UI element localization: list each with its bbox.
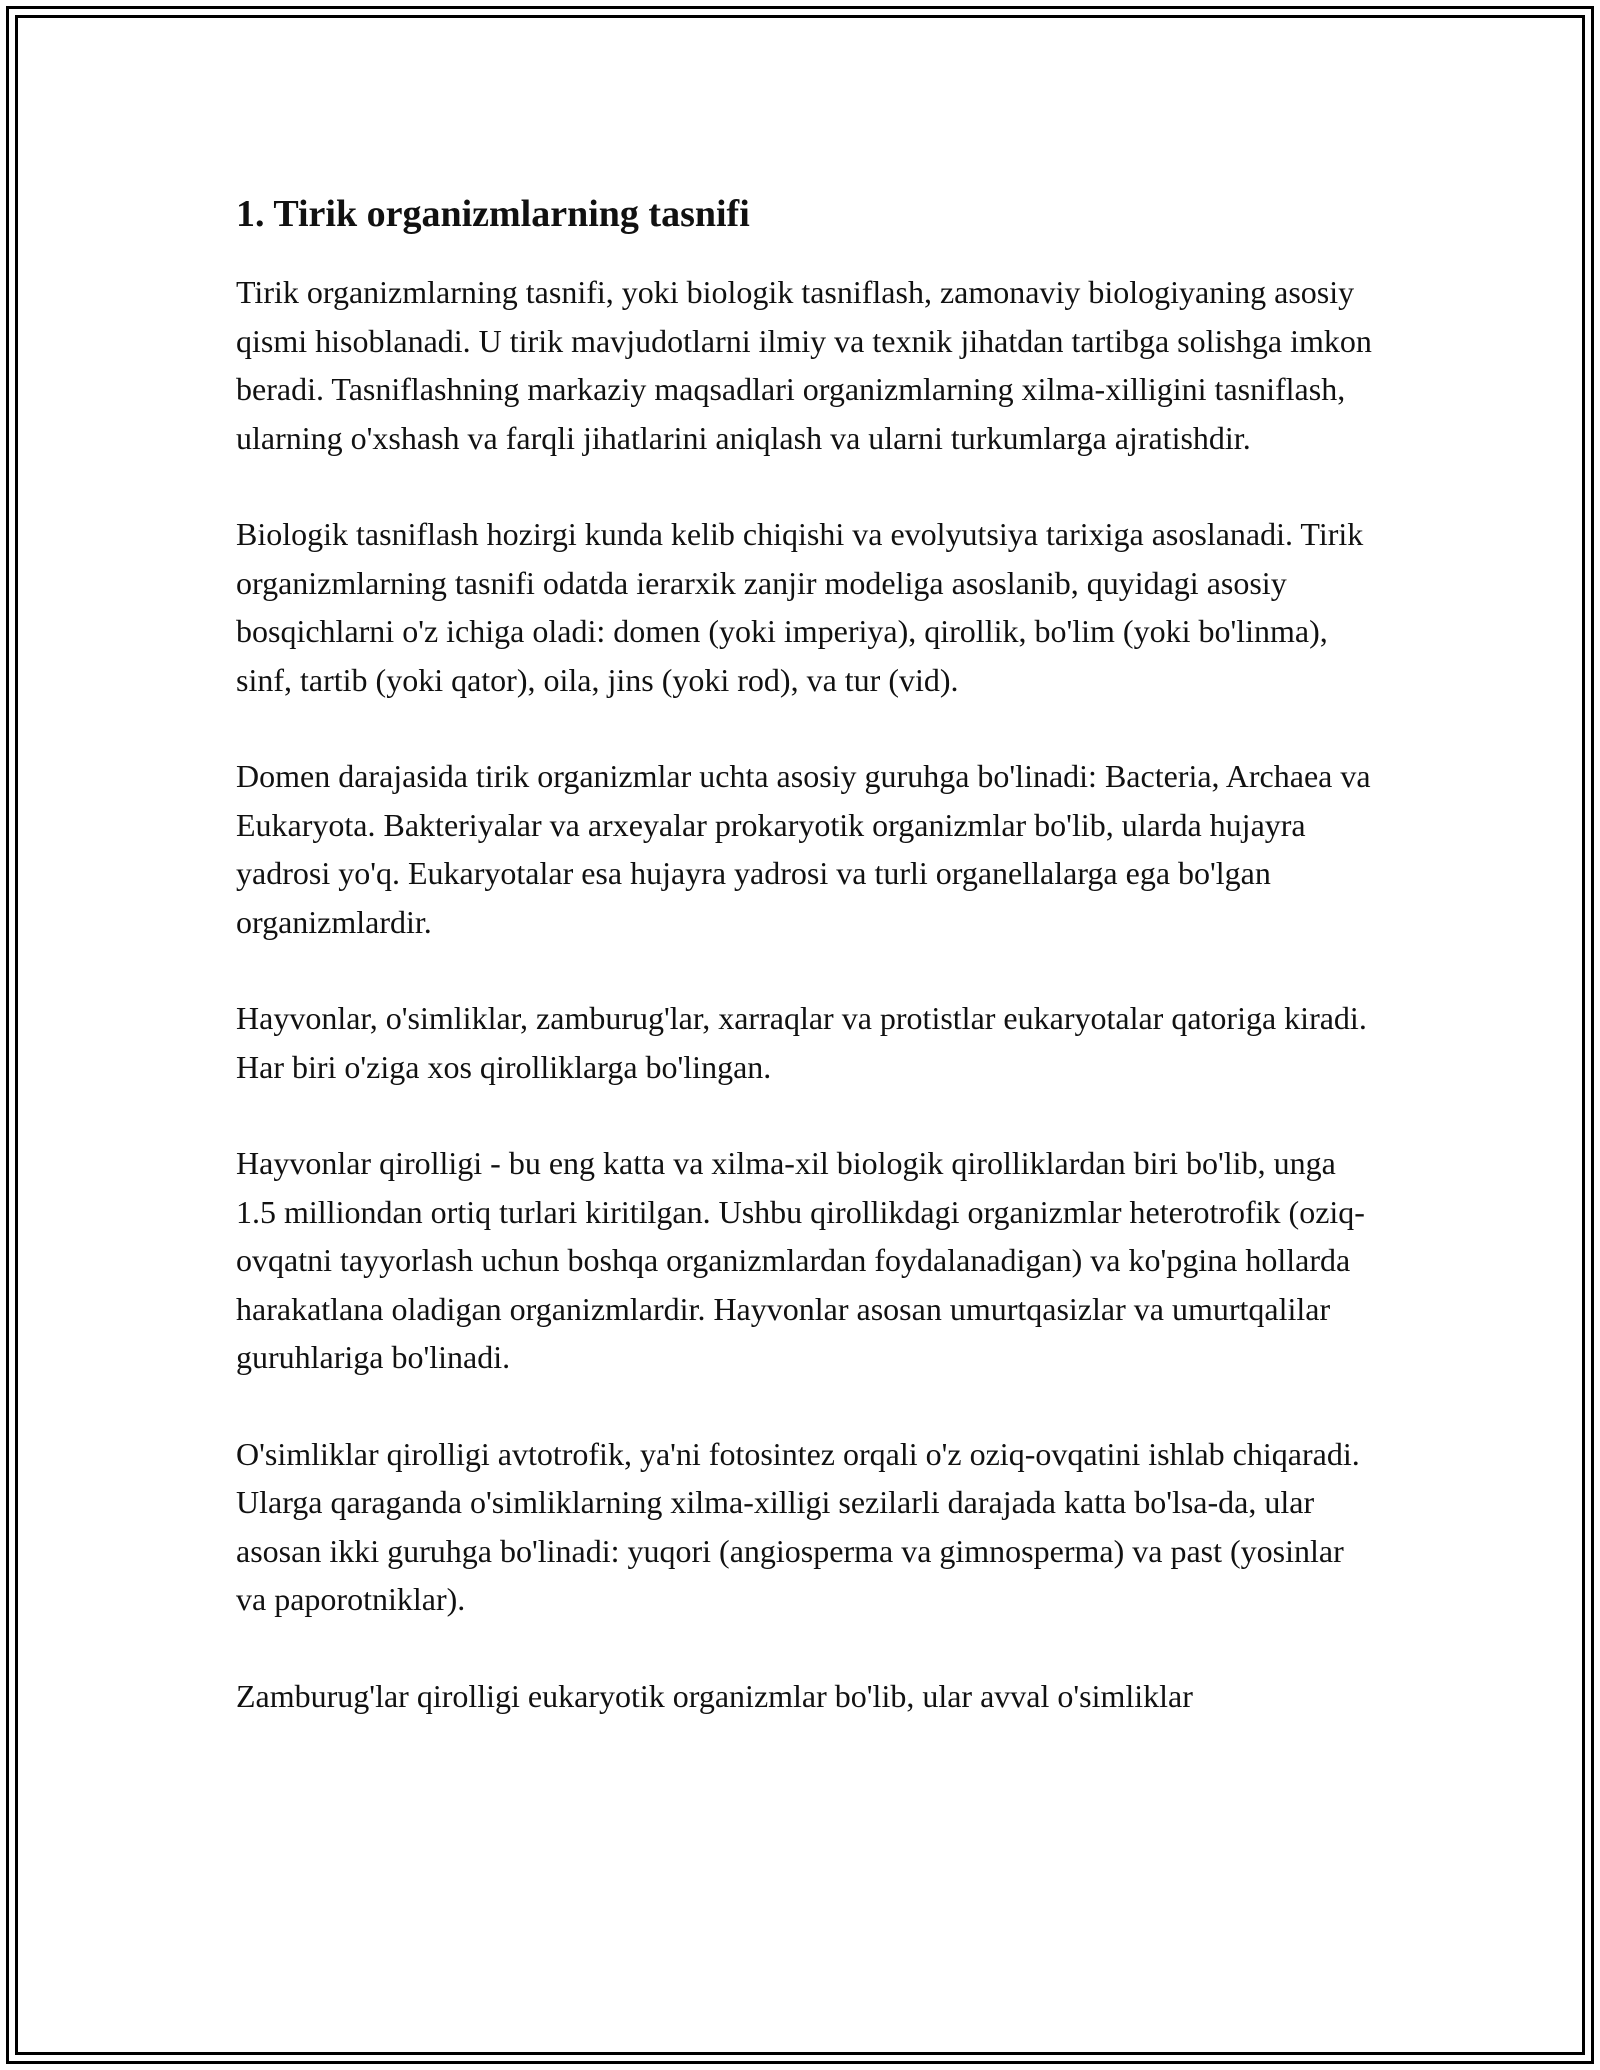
paragraph-hierarchy: Biologik tasniflash hozirgi kunda kelib chiqishi va evolyutsiya tarixiga asoslanadi. Tirik organizmlarning tasnifi odatda ierarxik zanjir modeliga asoslanib, quyidagi asosiy bosqichlarni o'z ichiga oladi: domen (yoki imperiya), qirollik, bo'lim (yoki bo'linma), sinf, tartib (yoki qator), oila, jins (yoki rod), va tur (vid). [236,516,1364,698]
paragraph-plant-kingdom: O'simliklar qirolligi avtotrofik, ya'ni fotosintez orqali o'z oziq-ovqatini ishlab chiqaradi. Ularga qaraganda o'simliklarning xilma-xilligi sezilarli darajada katta bo'lsa-da, ular asosan ikki guruhga bo'linadi: yuqori (angiosperma va gimnosperma) va past (yosinlar va paporotniklar). [236,1435,1360,1617]
paragraph-domains: Domen darajasida tirik organizmlar uchta asosiy guruhga bo'linadi: Bacteria, Archaea va Eukaryota. Bakteriyalar va arxeyalar prokaryotik organizmlar bo'lib, ularda hujayra yadrosi yo'q. Eukaryotalar esa hujayra yadrosi va turli organellalarga ega bo'lgan organizmlardir. [236,758,1371,940]
paragraph-eukaryotes: Hayvonlar, o'simliklar, zamburug'lar, xarraqlar va protistlar eukaryotalar qatoriga kiradi. Har biri o'ziga xos qirolliklarga bo'lingan. [236,1000,1367,1085]
document-body [236,190,1376,1768]
section-title: 1. Tirik organizmlarning tasnifi [236,193,750,235]
paragraph-animal-kingdom: Hayvonlar qirolligi - bu eng katta va xilma-xil biologik qirolliklardan biri bo'lib, unga 1.5 milliondan ortiq turlari kiritilgan. Ushbu qirollikdagi organizmlar heterotrofik (oziq-ovqatni tayyorlash uchun boshqa organizmlardan foydalanadigan) va ko'pgina hollarda harakatlana oladigan organizmlardir. Hayvonlar asosan umurtqasizlar va umurtqalilar guruhlariga bo'linadi. [236,1145,1365,1375]
paragraph-classification-intro: Tirik organizmlarning tasnifi, yoki biologik tasniflash, zamonaviy biologiyaning asosiy qismi hisoblanadi. U tirik mavjudotlarni ilmiy va texnik jihatdan tartibga solishga imkon beradi. Tasniflashning markaziy maqsadlari organizmlarning xilma-xilligini tasniflash, ularning o'xshash va farqli jihatlarini aniqlash va ularni turkumlarga ajratishdir. [236,274,1372,456]
paragraph-fungi-kingdom: Zamburug'lar qirolligi eukaryotik organizmlar bo'lib, ular avval o'simliklar [236,1677,1193,1714]
